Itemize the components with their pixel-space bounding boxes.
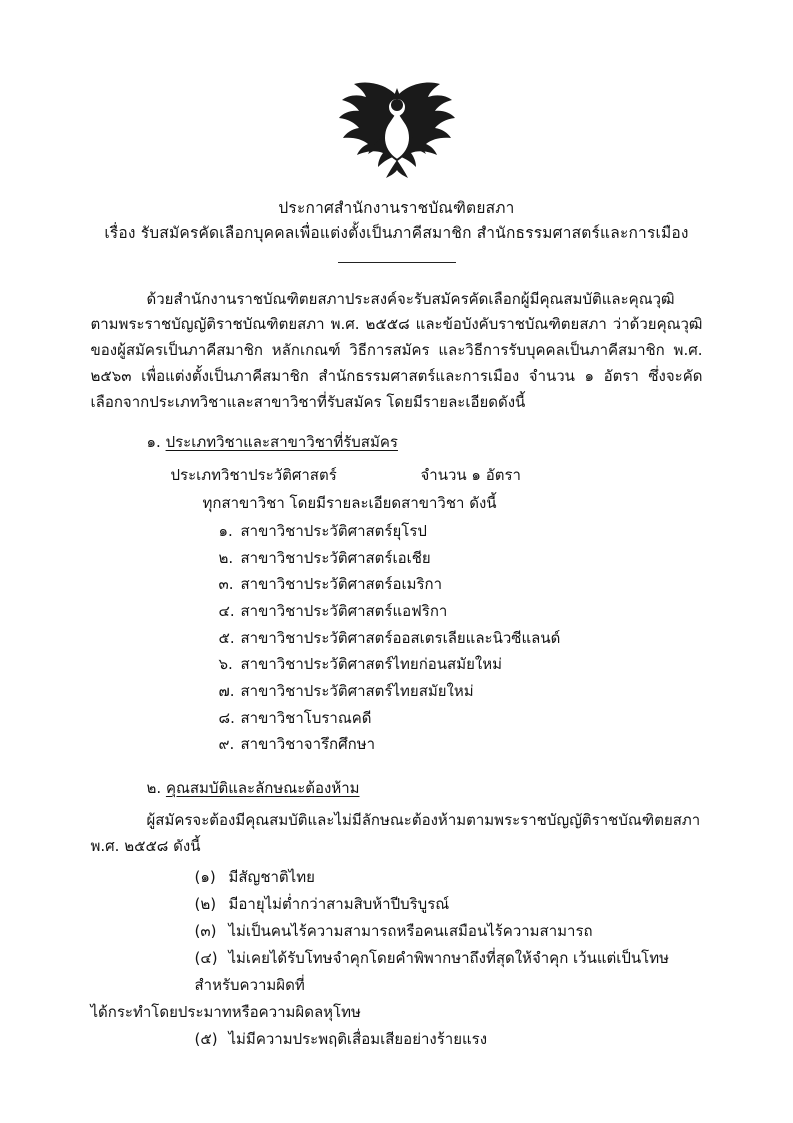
list-item	[91, 545, 703, 572]
list-item-marker: ๔.	[218, 602, 235, 621]
section-1-heading	[91, 430, 703, 456]
list-item-marker: ๙.	[218, 735, 235, 754]
list-item-marker: (๕)	[194, 1029, 218, 1048]
list-item	[91, 864, 703, 891]
list-item-label: ไม่เป็นคนไร้ความสามารถหรือคนเสมือนไร้ความสามารถ	[228, 921, 593, 940]
list-item	[91, 651, 703, 678]
section-2-intro-first: ผู้สมัครจะต้องมีคุณสมบัติและไม่มีลักษณะต้องห้ามตามพระราชบัญญัติราชบัณฑิตยสภา	[146, 810, 701, 829]
section-2-number: ๒.	[146, 779, 162, 798]
section-2-title: คุณสมบัติและลักษณะต้องห้าม	[165, 779, 360, 798]
list-item-marker: ๒.	[218, 548, 234, 567]
header-line-1: ประกาศสำนักงานราชบัณฑิตยสภา	[278, 199, 515, 217]
section-1-title: ประเภทวิชาและสาขาวิชาที่รับสมัคร	[165, 432, 398, 451]
section-2-intro-second: พ.ศ. ๒๕๕๘ ดังนี้	[90, 836, 201, 855]
list-item-continuation: ได้กระทำโดยประมาทหรือความผิดลหุโทษ	[90, 1002, 361, 1021]
list-item	[91, 1026, 703, 1053]
list-item	[91, 918, 703, 945]
list-item-label: สาขาวิชาประวัติศาสตร์ไทยสมัยใหม่	[240, 682, 474, 701]
list-item-label: มีสัญชาติไทย	[228, 867, 315, 886]
list-item-marker: (๑)	[194, 867, 216, 886]
list-item	[91, 571, 703, 598]
list-item-marker: ๑.	[218, 521, 233, 540]
list-item-marker: ๓.	[218, 575, 234, 594]
subject-name: ประเภทวิชาประวัติศาสตร์	[170, 466, 337, 485]
list-item	[91, 598, 703, 625]
section-1-subject-row	[91, 463, 703, 489]
list-item	[91, 945, 703, 1026]
list-item-label: สาขาวิชาประวัติศาสตร์แอฟริกา	[240, 602, 448, 621]
list-item-marker: ๖.	[218, 655, 233, 674]
list-item-label: สาขาวิชาประวัติศาสตร์อเมริกา	[240, 575, 443, 594]
list-item	[91, 518, 703, 545]
list-item-marker: ๕.	[218, 628, 235, 647]
list-item-label: ไม่มีความประพฤติเสื่อมเสียอย่างร้ายแรง	[228, 1029, 488, 1048]
list-item	[91, 625, 703, 652]
list-item-label: ไม่เคยได้รับโทษจำคุกโดยคำพิพากษาถึงที่สุดให้จำคุก เว้นแต่เป็นโทษสำหรับความผิดที่	[194, 948, 669, 994]
list-item-marker: (๔)	[194, 948, 218, 967]
subject-count: จำนวน ๑ อัตรา	[420, 466, 521, 485]
list-item-label: สาขาวิชาจารึกศึกษา	[240, 735, 376, 754]
list-item	[91, 678, 703, 705]
list-item-label: มีอายุไม่ต่ำกว่าสามสิบห้าปีบริบูรณ์	[228, 894, 450, 913]
document-body	[91, 287, 703, 1053]
list-item	[91, 891, 703, 918]
garuda-emblem	[334, 78, 460, 182]
header-divider	[338, 262, 456, 263]
section-2-heading	[91, 776, 703, 802]
intro-paragraph: ด้วยสำนักงานราชบัณฑิตยสภาประสงค์จะรับสมัครคัดเลือกผู้มีคุณสมบัติและคุณวุฒิตามพระราชบัญญัติราชบัณฑิตยสภา พ.ศ. ๒๕๕๘ และข้อบังคับราชบัณฑิตยสภา ว่าด้วยคุณวุฒิของผู้สมัครเป็นภาคีสมาชิก หลักเกณฑ์ วิธีการสมัคร และวิธีการรับบุคคลเป็นภาคีสมาชิก พ.ศ. ๒๕๖๓ เพื่อแต่งตั้งเป็นภาคีสมาชิก สำนักธรรมศาสตร์และการเมือง จำนวน ๑ อัตรา ซึ่งจะคัดเลือกจากประเภทวิชาและสาขาวิชาที่รับสมัคร โดยมีรายละเอียดดังนี้	[90, 289, 703, 411]
emblem-container	[0, 0, 793, 182]
list-item-label: สาขาวิชาโบราณคดี	[240, 708, 372, 727]
document-header	[0, 196, 793, 263]
section-1-lead: ทุกสาขาวิชา โดยมีรายละเอียดสาขาวิชา ดังนี้	[202, 494, 497, 513]
header-line-2: เรื่อง รับสมัครคัดเลือกบุคคลเพื่อแต่งตั้งเป็นภาคีสมาชิก สำนักธรรมศาสตร์และการเมือง	[104, 223, 689, 242]
list-item-marker: (๒)	[194, 894, 217, 913]
list-item-label: สาขาวิชาประวัติศาสตร์เอเชีย	[240, 548, 431, 567]
list-item-marker: (๓)	[194, 921, 217, 940]
list-item	[91, 705, 703, 732]
list-item-label: สาขาวิชาประวัติศาสตร์ไทยก่อนสมัยใหม่	[240, 655, 502, 674]
list-item-label: สาขาวิชาประวัติศาสตร์ออสเตรเลียและนิวซีแลนด์	[240, 628, 561, 647]
list-item-label: สาขาวิชาประวัติศาสตร์ยุโรป	[240, 521, 427, 540]
section-1-number: ๑.	[146, 432, 161, 451]
qualification-list	[91, 864, 703, 1053]
subject-list	[91, 518, 703, 758]
list-item-marker: ๘.	[218, 708, 235, 727]
list-item-marker: ๗.	[218, 682, 235, 701]
list-item	[91, 731, 703, 758]
